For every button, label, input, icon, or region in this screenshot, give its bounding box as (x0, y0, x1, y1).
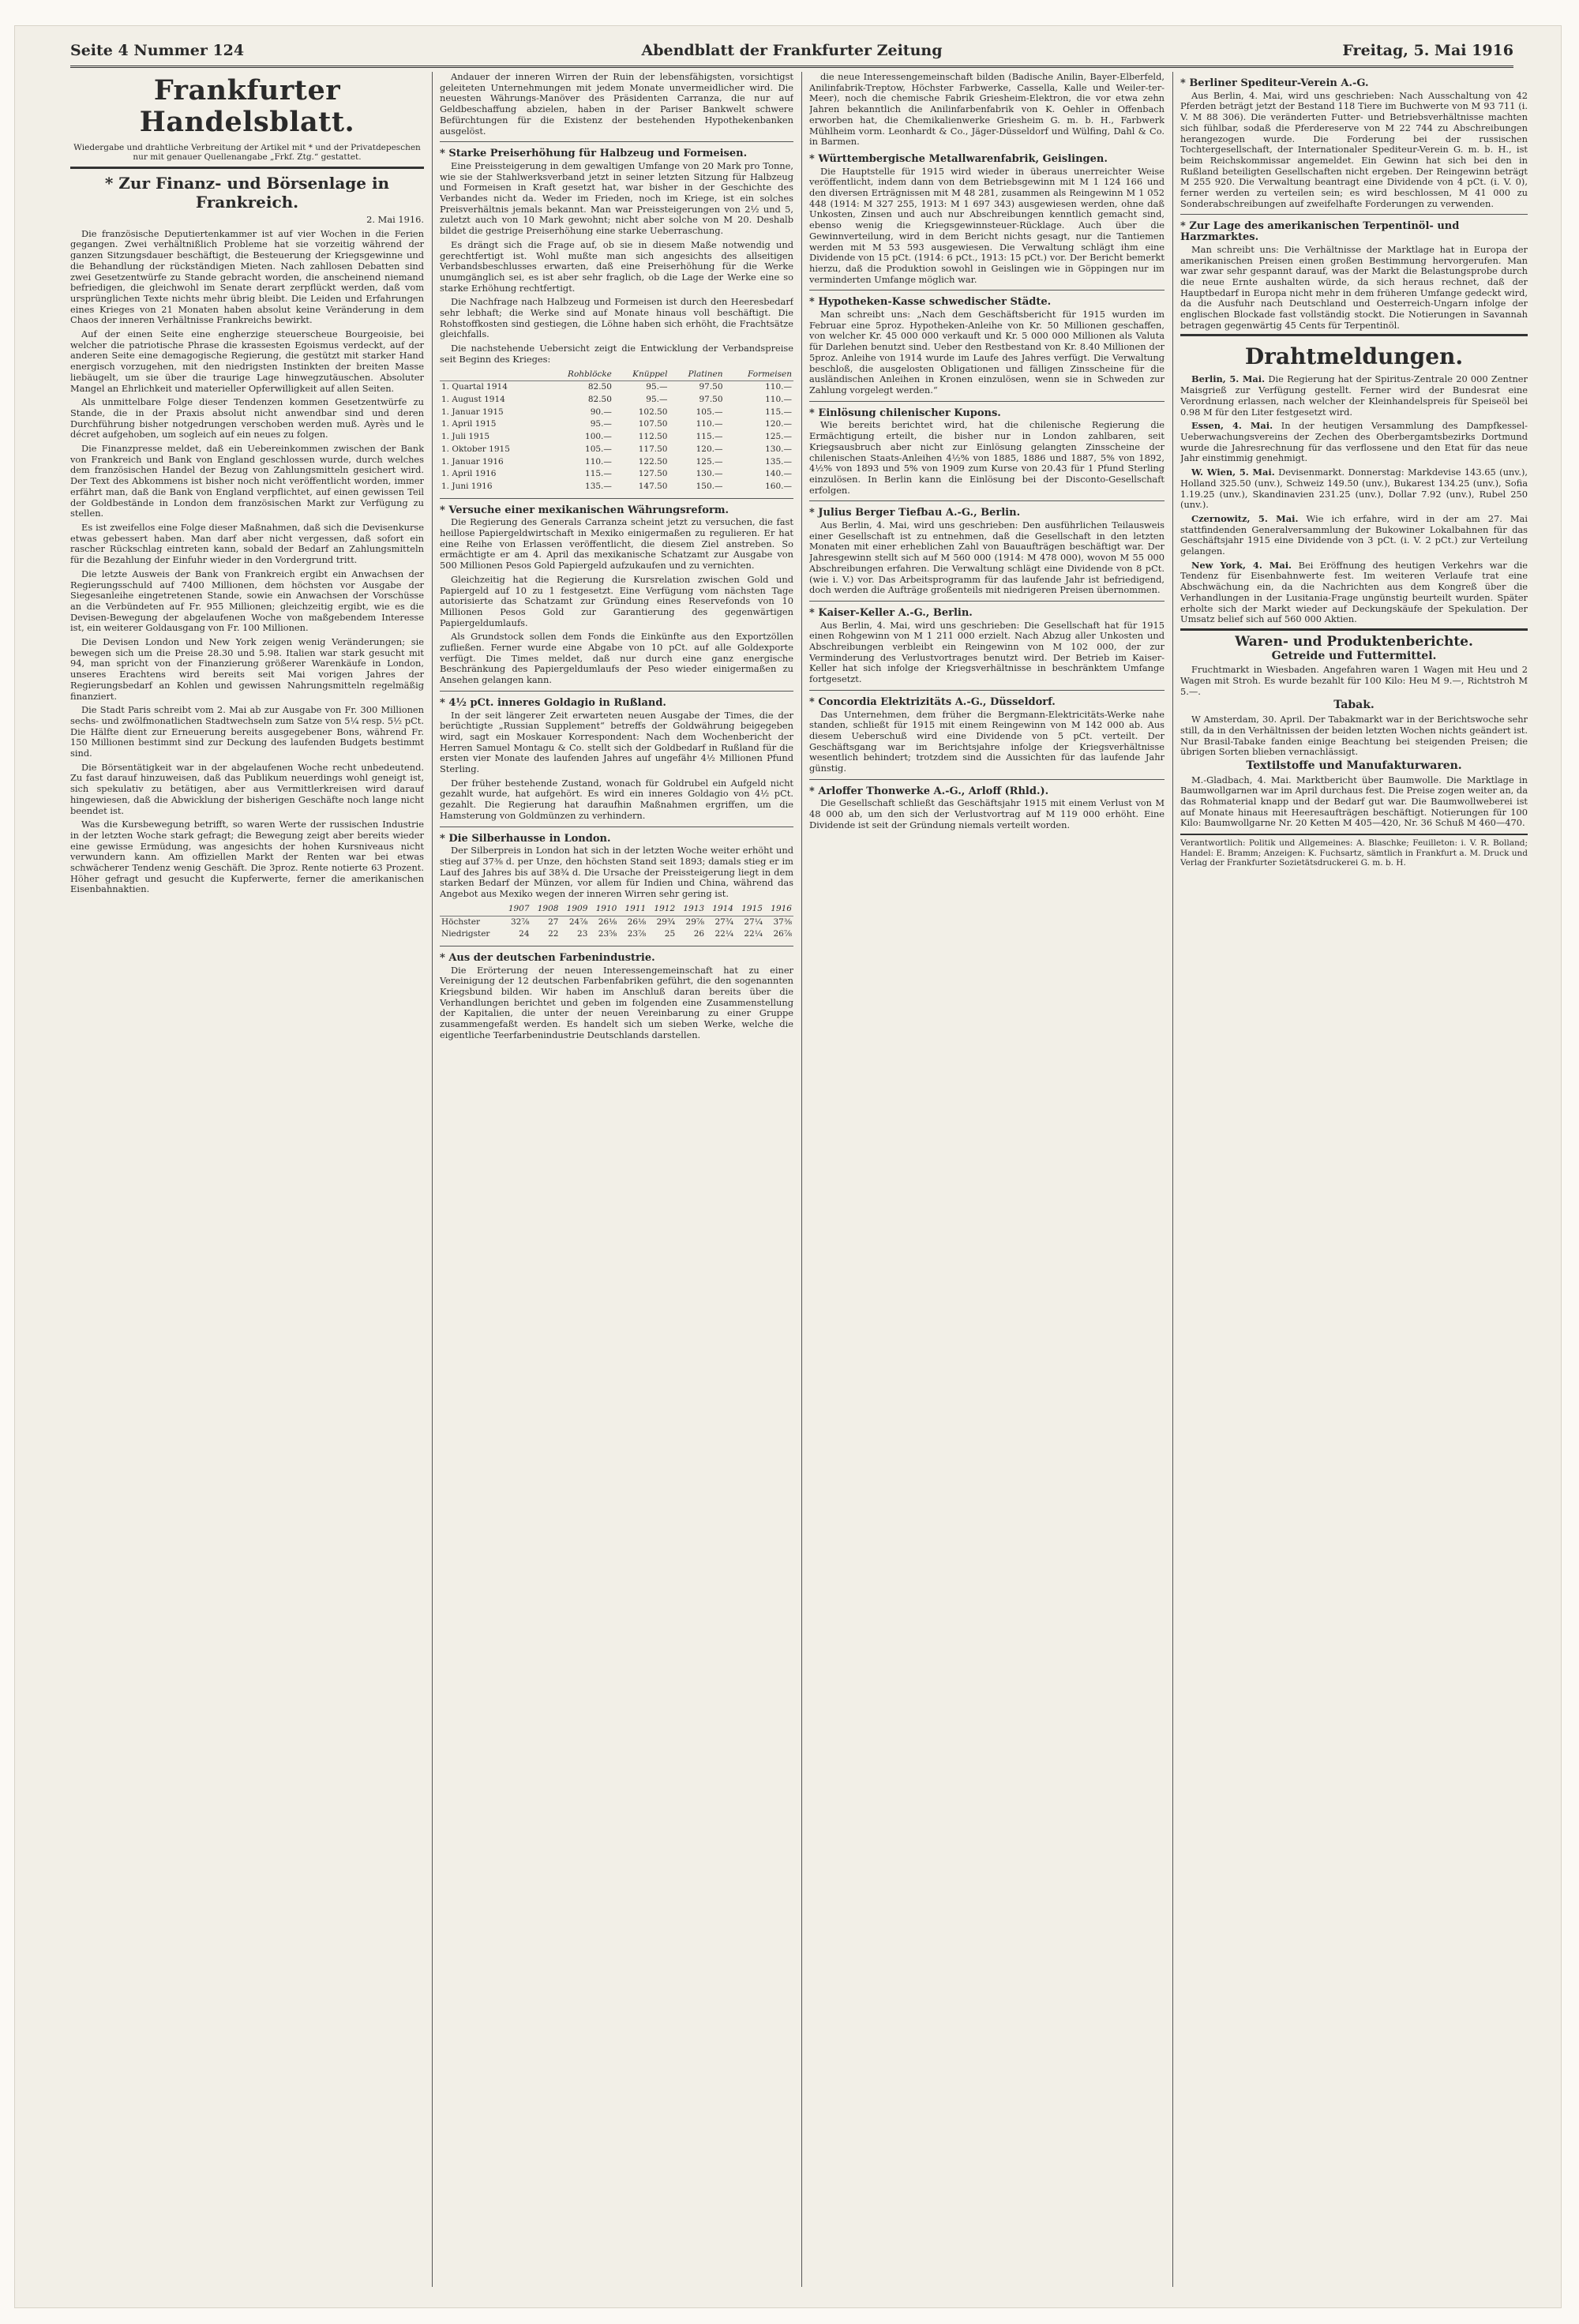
table-cell: 110.— (696, 419, 723, 429)
table-cell: 25 (664, 929, 676, 939)
article-body: Aus Berlin, 4. Mai, wird uns geschrieben: Nach Ausschaltung von 42 Pferden beträgt jetzt der Bestand 118 Tiere im Buchwerte von M 93 711 (i. V. M 88 306). Die veränderten Futter- und Betriebsverhältnisse machten sich fühlbar, sodaß die Pferdereserve von M 22 744 zu Abschreibungen herangezogen wurde. Die Forderung bei der russischen Tochtergesellschaft, der Internationaler Spediteur-Verein G. m. b. H., ist beim Reichskommissar angemeldet. Ein Gewinn hat sich bei den in Rußland beteiligten Gesellschaften nicht ergeben. Der Reingewinn beträgt M 255 920. Die Verwaltung beantragt eine Dividende von 4 pCt. (i. V. 0), ferner werden zu verteilen sein; es wird beschlossen, M 41 000 zu Sonderabschreibungen auf zweifelhafte Forderungen zu verwenden. (1180, 89, 1528, 209)
table-cell: 97.50 (699, 394, 723, 404)
wire-news-title: Drahtmeldungen. (1244, 343, 1464, 370)
table-cell: 23 (577, 929, 588, 939)
table-cell: 27¼ (744, 916, 763, 927)
table-cell: 95.— (646, 394, 668, 404)
table-cell: 1. April 1916 (441, 469, 497, 479)
table-cell: 127.50 (638, 469, 668, 479)
table-row (440, 407, 793, 419)
table-header-cell: 1908 (531, 903, 561, 916)
tobacco-report: W Amsterdam, 30. April. Der Tabakmarkt war in der Berichtswoche sehr still, da in den Verhältnissen der beiden letzten Wochen nichts geändert ist. Nur Brasil-Tabake fanden einige Beachtung bei steigenden Preisen; die übrigen Sorten blieben vernachlässigt. (1180, 714, 1528, 758)
page-number: Seite 4 Nummer 124 (70, 42, 245, 59)
article-title: * Berliner Spediteur-Verein A.-G. (1180, 77, 1369, 89)
wire-dateline: Essen, 4. Mai. (1191, 420, 1273, 432)
article-title: * Württembergische Metallwarenfabrik, Geislingen. (809, 152, 1108, 165)
paragraph: In der seit längerer Zeit erwarteten neuen Ausgabe der Times, die der berüchtigte „Russian Supplement“ betreffs der Goldwährung beigegeben wird, sagt ein Moskauer Korrespondent: Nach dem Wochenbericht der Herren Samuel Montagu & Co. stellt sich der Goldbedarf in Rußland für die ersten vier Monate des laufenden Jahres auf ungefähr 4½ Millionen Pfund Sterling. (440, 709, 793, 775)
paragraph: Als unmittelbare Folge dieser Tendenzen kommen Gesetzentwürfe zu Stande, die in der Praxis absolut nicht anwendbar sind und deren Durchführung bisher notgedrungen verschoben werden muß. Ayrès und le décret aufgehoben, um sogleich auf ein neues zu folgen. (70, 396, 424, 440)
table-cell: 82.50 (587, 394, 612, 404)
wire-news-list (1180, 374, 1528, 624)
divider (809, 601, 1165, 602)
textile-report: M.-Gladbach, 4. Mai. Marktbericht über Baumwolle. Die Marktlage in Baumwollgarnen war im April durchaus fest. Die Preise zogen weiter an, da das Rohmaterial knapp und der Bedarf gut war. Die Baumwollweberei ist auf Monate hinaus mit Heeresaufträgen beschäftigt. Notierungen für 100 Kilo: Baumwollgarne Nr. 20 Ketten M 405—420, Nr. 36 Schuß M 460—470. (1180, 774, 1528, 829)
article-title: * Kaiser-Keller A.-G., Berlin. (809, 606, 973, 619)
wire-text: Devisenmarkt. Donnerstag: Markdevise 143.65 (unv.), Holland 325.50 (unv.), Schweiz 149.50 (unv.), Bukarest 134.25 (unv.), Sofia 1.19.25 (unv.), Skandinavien 231.25 (unv.), Dollar 7.92 (unv.), Rubel 250 (unv.). (1180, 467, 1528, 511)
table-cell: 27 (548, 916, 559, 927)
table-cell: 105.— (585, 444, 612, 454)
article-body (440, 965, 793, 1041)
masthead (70, 37, 1513, 68)
column-2 (440, 72, 793, 2292)
table-row (440, 394, 793, 407)
paragraph: Es drängt sich die Frage auf, ob sie in diesem Maße notwendig und gerechtfertigt ist. Wohl mußte man sich angesichts des allseitigen Verbandsbeschlusses erwarten, daß eine Preiserhöhung für die Werke unumgänglich sei, es ist aber sehr fraglich, ob die Lage der Werke eine so starke Erhöhung rechtfertigt. (440, 238, 793, 294)
table-cell: 32⅞ (511, 916, 530, 927)
table-cell: 160.— (765, 481, 792, 491)
table-cell: 26 (693, 929, 705, 939)
table-cell: 125.— (765, 432, 792, 442)
article-continuation: Andauer der inneren Wirren der Ruin der lebensfähigsten, vorsichtigst geleiteten Unternehmungen mit jedem Monate unvermeidlicher wird. Die neuesten Währungs-Manöver des Präsidenten Carranza, die nur auf Geldbeschaffung abzielen, haben in der Pariser Bankwelt schwere Befürchtungen für die Existenz der bestehenden Hypothekenbanken ausgelöst. (440, 72, 793, 137)
table-cell: 23⅝ (598, 929, 617, 939)
wire-text: In der heutigen Versammlung des Dampfkessel-Ueberwachungsvereins der Zechen des Oberbergamtsbezirks Dortmund wurde die Jahresrechnung für das verflossene und den Etat für das neue Jahr einstimmig genehmigt. (1180, 420, 1528, 464)
table-header-cell: Rohblöcke (545, 369, 613, 381)
table-cell: 95.— (646, 382, 668, 392)
table-header-cell: 1912 (647, 903, 677, 916)
table-row (440, 481, 793, 493)
article-body (440, 517, 793, 686)
table-cell: 117.50 (638, 444, 668, 454)
table-cell: 110.— (765, 382, 792, 392)
table-cell: 105.— (696, 407, 723, 417)
wire-dateline: New York, 4. Mai. (1191, 559, 1292, 571)
article-list (809, 154, 1165, 831)
column-3 (809, 72, 1165, 2292)
table-row (440, 456, 793, 469)
table-cell: Höchster (441, 916, 480, 927)
table-cell: 37⅜ (773, 916, 792, 927)
table-cell: 110.— (585, 456, 612, 467)
table-cell: 110.— (765, 394, 792, 404)
wire-item (1180, 421, 1528, 464)
column-4 (1180, 72, 1528, 2292)
textile-subtitle: Textilstoffe und Manufakturwaren. (1246, 759, 1462, 772)
wire-text: Bei Eröffnung des heutigen Verkehrs war die Tendenz für Eisenbahnwerte fest. Im weiteren Verlaufe trat eine Abschwächung ein, da die Nachrichten aus dem Kongreß über die Verhandlungen in der Lusitania-Frage ungünstig beurteilt wurden. Später erholte sich der Markt wieder auf Deckungskäufe der Spekulation. Der Umsatz belief sich auf 560 000 Aktien. (1180, 559, 1528, 625)
paragraph: Was die Kursbewegung betrifft, so waren Werte der russischen Industrie in der letzten Woche stark gefragt; die Bewegung zeigt aber bereits wieder eine gewisse Ermüdung, was angesichts der hohen Kursniveaus nicht verwundern kann. Am offiziellen Markt der Renten war bei etwas schwächerer Tendenz wenig Geschäft. Die 3proz. Rente notierte 63 Prozent. Höher gefragt und gesucht die Kupferwerte, ferner die amerikanischen Eisenbahnaktien. (70, 819, 424, 895)
paragraph: Die Stadt Paris schreibt vom 2. Mai ab zur Ausgabe von Fr. 300 Millionen sechs- und zwölfmonatlichen Stadtwechseln zum Satze von 5¼ resp. 5½ pCt. Die Hälfte dient zur Erneuerung bereits ausgegebener Bons, während Fr. 150 Millionen bestimmt sind zur Deckung des laufenden Budgets bestimmt sind. (70, 704, 424, 759)
article-body (440, 845, 793, 900)
article-body (70, 229, 424, 895)
table-row (440, 381, 793, 394)
table-cell: 102.50 (638, 407, 668, 417)
divider (440, 691, 793, 692)
divider (1180, 628, 1528, 631)
wire-dateline: Czernowitz, 5. Mai. (1191, 512, 1299, 524)
paragraph: Die Börsentätigkeit war in der abgelaufenen Woche recht unbedeutend. Zu fast darauf hinzuweisen, daß das Publikum neuerdings wohl geneigt ist, sich spekulativ zu betätigen, aber aus Vermittlerkreisen wird darauf hingewiesen, daß die Abwicklung der bisherigen Geschäfte noch lange nicht beendet ist. (70, 761, 424, 816)
divider (809, 690, 1165, 691)
divider (440, 498, 793, 499)
table-header-cell (440, 369, 545, 381)
wire-dateline: Berlin, 5. Mai. (1191, 373, 1266, 385)
table-cell: 1. Oktober 1915 (441, 444, 510, 454)
table-cell: 1. August 1914 (441, 394, 505, 404)
article-body (440, 161, 793, 365)
table-cell: 1. Januar 1915 (441, 407, 504, 417)
paragraph: Es ist zweifellos eine Folge dieser Maßnahmen, daß sich die Devisenkurse etwas gebessert haben. Man darf aber nicht vergessen, daß sofort ein rascher Rückschlag eintreten kann, sobald der Bedarf an Zahlungsmitteln für die Bezahlung der Einfuhr wieder in den Vordergrund tritt. (70, 521, 424, 566)
divider (809, 500, 1165, 501)
article-title: * 4½ pCt. inneres Goldagio in Rußland. (440, 696, 666, 709)
goods-reports-title: Waren- und Produktenberichte. (1235, 633, 1473, 650)
article-body (440, 710, 793, 822)
table-row (440, 444, 793, 456)
divider (809, 401, 1165, 402)
wire-item (1180, 467, 1528, 511)
paragraph: Der Silberpreis in London hat sich in der letzten Woche weiter erhöht und stieg auf 37⅜ d. per Unze, den höchsten Stand seit 1893; damals stieg er im Lauf des Jahres bis auf 38¾ d. Die Ursache der Preissteigerung liegt in dem starken Bedarf der Münzen, vor allem für Indien und China, während das Angebot aus Mexiko wegen der inneren Wirren sehr gering ist. (440, 845, 793, 900)
issue-date: Freitag, 5. Mai 1916 (1342, 42, 1513, 59)
table-cell: 1. Juni 1916 (441, 481, 493, 491)
table-cell: 112.50 (638, 432, 668, 442)
table-cell: 135.— (585, 481, 612, 491)
table-header-cell: 1909 (560, 903, 589, 916)
article-title: * Arloffer Thonwerke A.-G., Arloff (Rhld.). (809, 785, 1049, 797)
silver-price-table (440, 903, 793, 941)
table-cell: 122.50 (638, 456, 668, 467)
paragraph: Gleichzeitig hat die Regierung die Kursrelation zwischen Gold und Papiergeld auf 10 zu 1 festgesetzt. Eine Verfügung vom nächsten Tage autorisierte das Schatzamt zur Gründung eines Reservefonds von 10 Millionen Pesos Gold zur Garantierung des gegenwärtigen Papiergeldumlaufs. (440, 573, 793, 628)
paragraph: Auf der einen Seite eine engherzige steuerscheue Bourgeoisie, bei welcher die patriotische Phrase die krassesten Egoismus verdeckt, auf der anderen Seite eine demagogische Regierung, die gestützt mit starker Hand energisch vorzugehen, mit den niedrigsten Instinkten der breiten Masse liebäugelt, um sie über die traurige Lage hinwegzutäuschen. Absoluter Mangel an Ehrlichkeit und materieller Opferwilligkeit auf allen Seiten. (70, 328, 424, 394)
divider (1180, 214, 1528, 215)
article-list (1180, 78, 1528, 331)
paragraph: Die Devisen London und New York zeigen wenig Veränderungen; sie bewegen sich um die Preise 28.30 und 5.98. Italien war stark gesucht mit 94, man spricht von der Finanzierung größerer Warenkäufe in London, unseres Erachtens wird bereits seit Mai vorigen Jahres der Regierungsbedarf an Kohlen und gewissen Nahrungsmitteln regelmäßig finanziert. (70, 636, 424, 702)
goods-subtitle: Getreide und Futtermittel. (1271, 649, 1437, 662)
table-cell: 90.— (590, 407, 612, 417)
article-body: Wie bereits berichtet wird, hat die chilenische Regierung die Ermächtigung erteilt, die bisher nur in London zahlbaren, seit Kriegsausbruch aber nicht zur Einlösung gelangten Zinsscheine der chilenischen Staats-Anleihen 4½% von 1885, 1886 und 1887, 5% von 1892, 4½% von 1893 und 5% von 1909 zum Kurse von 20.43 für 1 Pfund Sterling einzulösen. In Berlin kann die Einlösung bei der Disconto-Gesellschaft erfolgen. (809, 419, 1165, 496)
article-body: Das Unternehmen, dem früher die Bergmann-Elektricitäts-Werke nahe standen, schließt für 1915 mit einem Reingewinn von M 142 000 ab. Aus diesem Ueberschuß wird eine Dividende von 5 pCt. verteilt. Der Geschäftsgang war im Berichtsjahre infolge der Kriegsverhältnisse wesentlich behindert; trotzdem sind die Aussichten für das laufende Jahr günstig. (809, 708, 1165, 774)
divider (440, 141, 793, 142)
table-cell: 26⅛ (598, 916, 617, 927)
table-cell: 26⅞ (773, 929, 792, 939)
copyright-notice: Wiedergabe und drahtliche Verbreitung der Artikel mit * und der Privatdepeschen nur mit genauer Quellenangabe „Frkf. Ztg.“ gestattet. (73, 143, 421, 162)
paragraph: Eine Preissteigerung in dem gewaltigen Umfange von 20 Mark pro Tonne, wie sie der Stahlwerksverband jetzt in seiner letzten Sitzung für Halbzeug und Formeisen in Kraft gesetzt hat, war bisher in der Geschichte des Verbandes nicht da. Weder im Frieden, noch im Kriege, ist ein solches Preisverhältnis jemals bekannt. Man war Preissteigerungen von 2½ und 5, zuletzt auch von 10 Mark gewohnt; nicht aber solche von M 20. Deshalb bildet die gestrige Preiserhöhung eine starke Ueberraschung. (440, 159, 793, 237)
article-body: Aus Berlin, 4. Mai, wird uns geschrieben: Den ausführlichen Teilausweis einer Gesellschaft ist zu entnehmen, daß die Gesellschaft in den letzten Monaten mit einer erheblichen Zahl von Bauaufträgen beschäftigt war. Der Jahresgewinn stellt sich auf M 560 000 (1914: M 478 000), wovon M 55 000 Abschreibungen erfahren. Die Verwaltung schlägt eine Dividende von 8 pCt. (wie i. V.) vor. Das Arbeitsprogramm für das laufende Jahr ist befriedigend, doch werden die Aufträge großenteils mit niedrigeren Preisen übernommen. (809, 519, 1165, 596)
table-cell: 22 (548, 929, 559, 939)
paragraph: Die Regierung des Generals Carranza scheint jetzt zu versuchen, die fast heillose Papiergeldwirtschaft in Mexiko einigermaßen zu regulieren. Er hat eine Reihe von Erlassen veröffentlicht, die diesem Ziel anstreben. So ermächtigte er am 4. April das mexikanische Schatzamt zur Ausgabe von 500 Millionen Pesos Gold Papiergeld aufzukaufen und zu vernichten. (440, 516, 793, 572)
paragraph: Die Nachfrage nach Halbzeug und Formeisen ist durch den Heeresbedarf sehr lebhaft; die Werke sind auf Monate hinaus voll beschäftigt. Die Rohstoffkosten sind gestiegen, die Löhne haben sich erhöht, die Frachtsätze gleichfalls. (440, 296, 793, 340)
paragraph: Die nachstehende Uebersicht zeigt die Entwicklung der Verbandspreise seit Beginn des Krieges: (440, 343, 793, 365)
paragraph: Der früher bestehende Zustand, wonach für Goldrubel ein Aufgeld nicht gezahlt wurde, hat aufgehört. Es wird ein inneres Goldagio von 4½ pCt. gezahlt. Die Regierung hat daraufhin Maßnahmen ergriffen, um die Hamsterung von Goldmünzen zu verhindern. (440, 777, 793, 821)
table-cell: 130.— (765, 444, 792, 454)
paragraph: Die Erörterung der neuen Interessengemeinschaft hat zu einer Vereinigung der 12 deutschen Farbenfabriken geführt, die den sogenannten Kriegsbund bilden. Wir haben im Anschluß daran bereits über die Verhandlungen berichtet und geben im folgenden eine Zusammenstellung der Kapitalien, die unter der neuen Vereinbarung zu einer Gruppe zusammengefaßt werden. Es handelt sich um sieben Werke, welche die eigentliche Teerfarbenindustrie Deutschlands darstellen. (440, 964, 793, 1040)
wire-text: Wie ich erfahre, wird in der am 27. Mai stattfindenden Generalversammlung der Bukowiner Lokalbahnen für das Geschäftsjahr 1915 eine Dividende von 3 pCt. (i. V. 2 pCt.) zur Verteilung gelangen. (1180, 512, 1528, 557)
column-rule (432, 72, 433, 2287)
article-body: Die Gesellschaft schließt das Geschäftsjahr 1915 mit einem Verlust von M 48 000 ab, um den sich der Verlustvortrag auf M 119 000 erhöht. Eine Dividende ist seit der Gründung niemals verteilt worden. (809, 797, 1165, 830)
table-header-cell: 1911 (618, 903, 647, 916)
table-row (440, 418, 793, 431)
table-cell: 1. Juli 1915 (441, 432, 490, 442)
article-body: Die Hauptstelle für 1915 wird wieder in überaus unerreichter Weise veröffentlicht, indem dann von dem Betriebsgewinn mit M 1 124 166 und den diversen Erträgnissen mit M 48 281, zusammen als Reingewinn M 1 052 448 (1914: M 327 255, 1913: M 1 697 343) ausgewiesen werden, ohne daß Unkosten, Zinsen und auch nur Abschreibungen kenntlich gemacht sind, ebenso wenig die Kriegsgewinnsteuer-Rücklage. Auch über die Gewinnverteilung, wird in dem Bericht nichts gesagt, nur die Tantiemen werden mit M 53 593 ausgewiesen. Die Verwaltung schlägt ihm eine Dividende von 15 pCt. (1914: 6 pCt., 1913: 15 pCt.) vor. Der Bericht bemerkt hierzu, daß die Produktion sowohl in Geislingen wie in Göppingen nur im verminderten Umfange möglich war. (809, 165, 1165, 285)
table-row (440, 431, 793, 444)
table-cell: 107.50 (638, 419, 668, 429)
article-body: Aus Berlin, 4. Mai, wird uns geschrieben: Die Gesellschaft hat für 1915 einen Rohgewinn von M 1 211 000 erzielt. Nach Abzug aller Unkosten und Abschreibungen verbleibt ein Reingewinn von M 102 000, der zur Verminderung des Verlustvortrages benutzt wird. Der Betrieb im Kaiser-Keller hat sich infolge der Kriegsverhältnisse in beschränktem Umfange fortgesetzt. (809, 619, 1165, 685)
article-title: * Hypotheken-Kasse schwedischer Städte. (809, 296, 1052, 309)
table-header-cell: 1913 (677, 903, 706, 916)
table-cell: 130.— (696, 469, 723, 479)
article-title: * Zur Finanz- und Börsenlage in Frankreich. (104, 174, 390, 212)
paragraph: Die französische Deputiertenkammer ist auf vier Wochen in die Ferien gegangen. Zwei verhältnißlich Probleme hat sie vorzeitig während der ganzen Sitzungsdauer beschäftigt, die Besteuerung der Kriegsgewinne und die Behandlung der rückständigen Mieten. Nach zahllosen Debatten sind zwei Gesetzentwürfe zu Stande gebracht worden, die anscheinend niemand befriedigen, die gleichwohl im Senate derart zerpflückt werden, daß vom ursprünglichen Texte nichts mehr übrig bleibt. Die Leiden und Erfahrungen eines Krieges von 21 Monaten haben absolut keine Veränderung in dem Chaos der inneren Verhältnisse Frankreichs bewirkt. (70, 227, 424, 326)
wire-item (1180, 560, 1528, 625)
table-cell: 24⅞ (568, 916, 588, 927)
table-cell: 115.— (696, 432, 723, 442)
table-cell: 115.— (765, 407, 792, 417)
table-cell: 27¾ (714, 916, 733, 927)
table-header-cell: 1910 (589, 903, 618, 916)
paragraph: Die letzte Ausweis der Bank von Frankreich ergibt ein Anwachsen der Regierungsschuld auf 7400 Millionen, dem höchsten vor Ausgabe der Siegesanleihe eingetretenen Stande, sowie ein Anwachsen der Vorschüsse an die Verbündeten auf Fr. 955 Millionen; gleichzeitig ergibt, wie es die Devisen-Bewegung der abgelaufenen Woche von maßgebendem Interesse ist, ein weiterer Goldausgang von Fr. 100 Millionen. (70, 568, 424, 634)
table-cell: 1. Januar 1916 (441, 456, 504, 467)
table-cell: 100.— (585, 432, 612, 442)
divider (1180, 334, 1528, 336)
table-cell: 150.— (696, 481, 723, 491)
table-cell: 22¼ (714, 929, 733, 939)
table-cell: 24 (519, 929, 530, 939)
article-body: Man schreibt uns: „Nach dem Geschäftsbericht für 1915 wurden im Februar eine 5proz. Hypotheken-Anleihe von Kr. 50 Millionen geschaffen, von welcher Kr. 45 000 000 verkauft und Kr. 5 000 000 Millionen als Valuta für Darlehen benutzt sind. Ueber den Restbestand von Kr. 8.40 Millionen der 5proz. Anleihe von 1914 wurde im Laufe des Jahres verfügt. Die Verwaltung beschloß, die ausgelosten Obligationen und fälligen Zinsscheine für die ausländischen Anleihen in Kronen einzulösen, wenn sie in Schweden zur Zahlung vorgelegt werden.“ (809, 309, 1165, 395)
article-title: * Versuche einer mexikanischen Währungsreform. (440, 504, 729, 516)
table-cell: 95.— (590, 419, 612, 429)
column-rule (801, 72, 802, 2287)
paragraph: Als Grundstock sollen dem Fonds die Einkünfte aus den Exportzöllen zufließen. Ferner wurde eine Abgabe von 10 pCt. auf alle Goldexporte verfügt. Die Times meldet, daß nur durch eine ganz energische Beschränkung des Papiergeldumlaufs der Peso wieder einigermaßen zu Ansehen gelangen kann. (440, 631, 793, 686)
table-cell: 147.50 (638, 481, 668, 491)
article-title: * Zur Lage des amerikanischen Terpentinöl- und Harzmarktes. (1180, 220, 1460, 244)
goods-report: Fruchtmarkt in Wiesbaden. Angefahren waren 1 Wagen mit Heu und 2 Wagen mit Stroh. Es wurde bezahlt für 100 Kilo: Heu M 9.—, Richtstroh M 5.—. (1180, 664, 1528, 697)
table-header-cell (440, 903, 502, 916)
table-cell: 125.— (696, 456, 723, 467)
table-cell: 120.— (765, 419, 792, 429)
article-body: Man schreibt uns: Die Verhältnisse der Marktlage hat in Europa der amerikanischen Preisen einen großen Bestimmung hervorgerufen. Man war zwar sehr gespannt darauf, was der Markt die Belastungsprobe durch die neue Ernte aushalten würde, da sich heraus rechnet, daß der Hauptbedarf in Europa nicht mehr in dem früheren Umfange gedeckt wird, da die Ausfuhr nach Deutschland und Oesterreich-Ungarn infolge der englischen Blockade fast vollständig stockt. Die Notierungen in Savannah betragen gegenwärtig 45 Cents für Terpentinöl. (1180, 243, 1528, 331)
table-cell: 1. Quartal 1914 (441, 382, 508, 392)
table-header-cell: 1907 (502, 903, 531, 916)
divider (70, 167, 424, 169)
table-cell: 97.50 (699, 382, 723, 392)
article-title: * Julius Berger Tiefbau A.-G., Berlin. (809, 507, 1021, 519)
table-cell: 135.— (765, 456, 792, 467)
table-cell: 140.— (765, 469, 792, 479)
imprint: Verantwortlich: Politik und Allgemeines: A. Blaschke; Feuilleton: i. V. R. Bolland; Handel: E. Bramm; Anzeigen: K. Fuchsartz, sämtlich in Frankfurt a. M. Druck und Verlag der Frankfurter Sozietätsdruckerei G. m. b. H. (1180, 834, 1528, 868)
divider (809, 779, 1165, 780)
table-header-cell: 1915 (735, 903, 764, 916)
column-rule (1172, 72, 1173, 2287)
article-title: * Concordia Elektrizitäts A.-G., Düsseldorf. (809, 695, 1056, 708)
article-title: * Starke Preiserhöhung für Halbzeug und Formeisen. (440, 148, 748, 160)
table-header-cell: Formeisen (725, 369, 793, 381)
price-table (440, 369, 793, 493)
table-cell: 23⅞ (627, 929, 647, 939)
wire-text: Die Regierung hat der Spiritus-Zentrale 20 000 Zentner Maisgrieß zur Verfügung gestellt. Ferner wird der Bundesrat eine Verordnung erlassen, nach welcher der Kleinhandelspreis für Speiseöl bei 0.98 M für den Liter festgesetzt wird. (1180, 373, 1528, 418)
wire-dateline: W. Wien, 5. Mai. (1191, 467, 1275, 478)
table-cell: 82.50 (587, 382, 612, 392)
article-continuation: die neue Interessengemeinschaft bilden (Badische Anilin, Bayer-Elberfeld, Anilinfabrik-Treptow, Höchster Farbwerke, Cassella, Kalle und Weiler-ter-Meer), noch die chemische Fabrik Griesheim-Elektron, die vor etwa zehn Jahren bekanntlich die Anilinfarbenfabrik von K. Oehler in Offenbach erworben hat, die Chemikalienwerke Griesheim G. m. b. H., Farbwerk Mühlheim vorm. Leonhardt & Co., Jäger-Düsseldorf und Wülfing, Dahl & Co. in Barmen. (809, 72, 1165, 148)
table-row (440, 916, 793, 928)
newspaper-title: Abendblatt der Frankfurter Zeitung (641, 42, 943, 59)
table-cell: 29¾ (656, 916, 676, 927)
table-header-cell: Platinen (669, 369, 725, 381)
table-header-cell: 1914 (706, 903, 735, 916)
table-row (440, 928, 793, 941)
article-title: * Einlösung chilenischer Kupons. (809, 407, 1001, 419)
table-cell: 120.— (696, 444, 723, 454)
table-row (440, 468, 793, 481)
paragraph: Die Finanzpresse meldet, daß ein Uebereinkommen zwischen der Bank von Frankreich und Bank von England geschlossen wurde, durch welches dem französischen Handel der Bezug von Zahlungsmitteln gesichert wird. Der Text des Abkommens ist bisher noch nicht veröffentlicht worden, immer erfährt man, daß die Bank von England verpflichtet, auf einen gewissen Teil der Goldbestände in London dem französischen Markt zur Verfügung zu stellen. (70, 443, 424, 519)
table-header-cell: Knüppel (613, 369, 669, 381)
table-cell: 115.— (585, 469, 612, 479)
table-cell: 22¼ (744, 929, 763, 939)
wire-item (1180, 514, 1528, 557)
newspaper-page (14, 25, 1562, 2308)
article-title: * Aus der deutschen Farbenindustrie. (440, 951, 655, 964)
table-cell: Niedrigster (441, 929, 490, 939)
article-title: * Die Silberhausse in London. (440, 832, 611, 845)
wire-item (1180, 374, 1528, 418)
table-cell: 29⅞ (685, 916, 705, 927)
column-1 (70, 72, 424, 2292)
section-title: Frankfurter Handelsblatt. (139, 74, 355, 138)
table-cell: 1. April 1915 (441, 419, 497, 429)
table-cell: 26⅛ (627, 916, 647, 927)
tobacco-subtitle: Tabak. (1333, 699, 1375, 712)
article-date: 2. Mai 1916. (366, 214, 424, 225)
table-header-cell: 1916 (764, 903, 793, 916)
